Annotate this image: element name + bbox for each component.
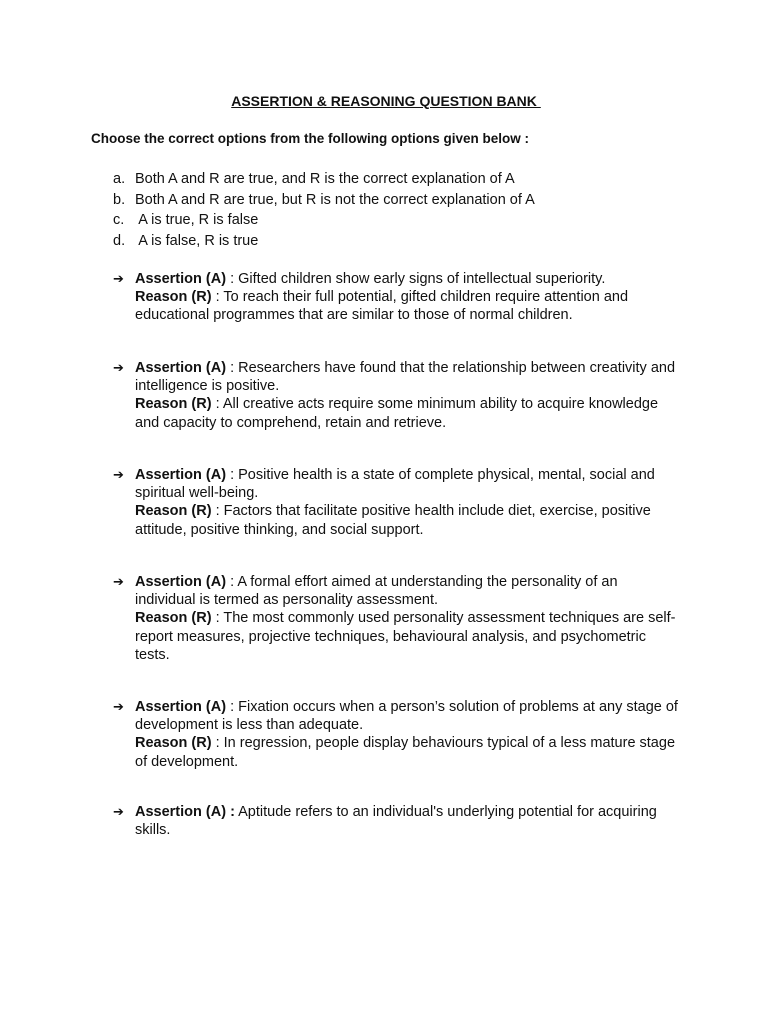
question-row (113, 270, 680, 325)
reason-text: In regression, people display behaviours typical of a less mature stage of development. (135, 735, 676, 770)
assertion-text: A formal effort aimed at understanding the personality of an individual is termed as personality assessment. (135, 574, 618, 609)
question-item-2 (113, 359, 680, 432)
assertion-label: Assertion (A) (135, 271, 227, 287)
reason-label: Reason (R) (135, 396, 212, 413)
reason-label: Reason (R) (135, 503, 212, 520)
assertion-line (135, 359, 680, 395)
reason-label: Reason (R) (135, 735, 212, 752)
assertion-line (135, 270, 680, 288)
reason-text: All creative acts require some minimum ability to acquire knowledge and capacity to comprehend, retain and retrieve. (135, 396, 659, 431)
question-row (113, 573, 680, 664)
option-text: Both A and R are true, but R is not the correct explanation of A (135, 191, 535, 208)
right-arrow-icon: ➔ (113, 804, 124, 819)
reason-label: Reason (R) (135, 289, 212, 306)
question-row (113, 466, 680, 539)
reason-line (135, 288, 680, 324)
question-row (113, 803, 680, 839)
reason-line (135, 395, 680, 431)
option-a (113, 169, 535, 190)
assertion-line (135, 466, 680, 502)
answer-options-list (113, 169, 535, 251)
question-text (135, 573, 680, 664)
option-letter: d. (113, 232, 126, 249)
separator: : (226, 360, 239, 376)
assertion-line (135, 698, 680, 734)
separator: : (226, 271, 239, 287)
separator: : (211, 503, 224, 520)
option-letter: a. (113, 171, 126, 187)
option-b (113, 190, 535, 211)
right-arrow-icon: ➔ (113, 271, 124, 286)
question-item-5 (113, 698, 680, 771)
reason-line (135, 609, 680, 664)
assertion-text: Positive health is a state of complete physical, mental, social and spiritual well-being. (135, 467, 655, 502)
question-text (135, 698, 680, 771)
reason-text: To reach their full potential, gifted children require attention and educational programmes that are similar to those of normal children. (135, 289, 629, 324)
question-item-3 (113, 466, 680, 539)
question-text (135, 466, 680, 539)
assertion-line (135, 803, 680, 839)
option-letter: b. (113, 191, 126, 208)
reason-label: Reason (R) (135, 610, 212, 627)
assertion-label: Assertion (A) (135, 699, 227, 715)
assertion-label: Assertion (A) (135, 360, 227, 376)
assertion-text: Aptitude refers to an individual's underlying potential for acquiring skills. (135, 804, 657, 839)
question-row (113, 359, 680, 432)
question-item-6 (113, 803, 680, 839)
assertion-line (135, 573, 680, 609)
option-d (113, 231, 535, 252)
instruction-text: Choose the correct options from the following options given below : (91, 131, 530, 146)
question-text (135, 359, 680, 432)
separator: : (211, 289, 224, 306)
page-title: ASSERTION & REASONING QUESTION BANK (231, 93, 541, 109)
option-c (113, 210, 535, 231)
option-text: A is true, R is false (135, 212, 259, 228)
separator: : (226, 467, 239, 483)
separator: : (211, 610, 224, 627)
separator: : (211, 735, 224, 752)
right-arrow-icon: ➔ (113, 574, 124, 589)
assertion-label: Assertion (A) : (135, 804, 235, 820)
option-letter: c. (113, 212, 125, 228)
reason-text: Factors that facilitate positive health include diet, exercise, positive attitude, positive thinking, and social support. (135, 503, 651, 538)
assertion-text: Researchers have found that the relationship between creativity and intelligence is positive. (135, 360, 676, 395)
question-item-1 (113, 270, 680, 325)
question-item-4 (113, 573, 680, 664)
option-text: A is false, R is true (135, 232, 259, 249)
right-arrow-icon: ➔ (113, 360, 124, 375)
assertion-label: Assertion (A) (135, 574, 227, 590)
separator: : (211, 396, 223, 413)
right-arrow-icon: ➔ (113, 467, 124, 482)
question-text (135, 270, 680, 325)
reason-text: The most commonly used personality assessment techniques are self-report measures, projective techniques, behavioural analysis, and psychometric tests. (135, 610, 676, 663)
reason-line (135, 734, 680, 770)
reason-line (135, 502, 680, 538)
assertion-label: Assertion (A) (135, 467, 227, 483)
option-text: Both A and R are true, and R is the correct explanation of A (135, 171, 515, 187)
right-arrow-icon: ➔ (113, 699, 124, 714)
question-text (135, 803, 680, 839)
separator: : (226, 699, 239, 715)
separator: : (226, 574, 238, 590)
assertion-text: Fixation occurs when a person’s solution of problems at any stage of development is less than adequate. (135, 699, 678, 734)
assertion-text: Gifted children show early signs of intellectual superiority. (238, 271, 606, 287)
question-row (113, 698, 680, 771)
